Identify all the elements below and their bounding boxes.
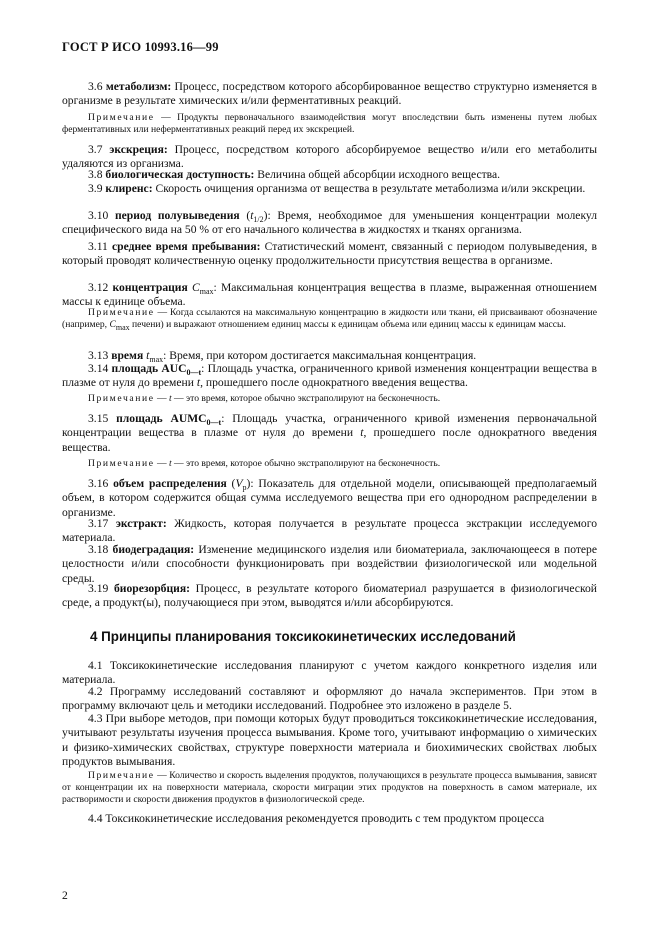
note-3-6: Примечание — Продукты первоначального взаимодействия могут впоследствии быть изменены путем любых ферментативных или неферментативных реакций перед их экскрецией. xyxy=(62,112,597,135)
term-3-11: 3.11 среднее время пребывания: Статистический момент, связанный с периодом полувыведения, в который проводят количественную оценку продолжительности присутствия вещества в организме. xyxy=(62,240,597,268)
paragraph-4-2: 4.2 Программу исследований составляют и оформляют до начала экспериментов. При этом в программу включают цель и методики исследований. Подробнее это изложено в разделе 5. xyxy=(62,685,597,713)
note-4-3: Примечание — Количество и скорость выделения продуктов, получающихся в результате процесса вымывания, зависят от концентрации их на поверхности материала, скорости миграции этих продуктов на поверхность в самом материале, их растворимости и скорости движения продуктов в физиологической среде. xyxy=(62,770,597,805)
term-3-8: 3.8 биологическая доступность: Величина общей абсорбции исходного вещества. xyxy=(88,168,501,181)
term-3-9: 3.9 клиренс: Скорость очищения организма от вещества в результате метаболизма и/или экскреции. xyxy=(88,182,586,195)
paragraph-4-1: 4.1 Токсикокинетические исследования планируют с учетом каждого конкретного изделия или материала. xyxy=(62,659,597,687)
note-3-15: Примечание — t — это время, которое обычно экстраполируют на бесконечность. xyxy=(88,458,441,469)
term-3-13: 3.13 время $t_{max}$: Время, при котором достигается максимальная концентрация. xyxy=(88,349,477,364)
term-3-15: 3.15 площадь $AUMC_{0—t}$: Площадь участка, ограниченного кривой изменения первоначальной концентрации вещества в плазме от нуля до времени t, прошедшего после однократного введения вещества. xyxy=(62,412,597,454)
term-3-17: 3.17 экстракт: Жидкость, которая получается в результате процесса экстракции исследуемого материала. xyxy=(62,517,597,545)
paragraph-4-3: 4.3 При выборе методов, при помощи которых будут проводиться токсикокинетические исследования, учитывают результаты изучения процесса вымывания. Кроме того, учитывают информацию о химических и физико-химических свойствах, структуре поверхности материала и биохимических свойствах любых продуктов вымывания. xyxy=(62,712,597,769)
term-3-18: 3.18 биодеградация: Изменение медицинского изделия или биоматериала, заключающееся в потере целостности и/или способности функционировать при воздействии физиологической или модельной среды. xyxy=(62,543,597,585)
document-header: ГОСТ Р ИСО 10993.16—99 xyxy=(62,40,219,54)
term-3-14: 3.14 площадь $AUC_{0—t}$: Площадь участка, ограниченного кривой изменения концентрации вещества в плазме от нуля до времени t, прошедшего после однократного введения вещества. xyxy=(62,362,597,390)
term-3-7: 3.7 экскреция: Процесс, посредством которого абсорбируемое вещество и/или его метаболиты удаляются из организма. xyxy=(62,143,597,171)
section-title: 4 Принципы планирования токсикокинетических исследований xyxy=(90,629,516,644)
term-3-19: 3.19 биорезорбция: Процесс, в результате которого биоматериал разрушается в физиологической среде, а продукт(ы), получающиеся при этом, выводятся и/или абсорбируются. xyxy=(62,582,597,610)
term-3-10: 3.10 период полувыведения $(t_{1/2})$: Время, необходимое для уменьшения концентрации молекул специфического вида на 50 % от его начального количества в жидкостях и тканях организма. xyxy=(62,209,597,237)
term-3-12: 3.12 концентрация $C_{max}$: Максимальная концентрация вещества в плазме, выраженная отношением массы к единице объема. xyxy=(62,281,597,309)
paragraph-4-4: 4.4 Токсикокинетические исследования рекомендуется проводить с тем продуктом процесса xyxy=(88,812,545,825)
page-number: 2 xyxy=(62,889,68,902)
note-3-12: Примечание — Когда ссылаются на максимальную концентрацию в жидкости или ткани, ей присваивают обозначение (например, $C_{max}$ печени) и выражают отношением единиц массы к единицам объема или единиц массы к единицам массы. xyxy=(62,307,597,332)
term-3-16: 3.16 объем распределения $(V_p)$: Показатель для отдельной модели, описывающей предполагаемый объем, в котором содержится общая сумма исследуемого вещества при его однородном распределении в организме. xyxy=(62,477,598,519)
note-3-14: Примечание — t — это время, которое обычно экстраполируют на бесконечность. xyxy=(88,393,441,404)
term-3-6: 3.6 метаболизм: Процесс, посредством которого абсорбированное вещество структурно изменяется в организме в результате химических и/или ферментативных реакций. xyxy=(62,80,597,108)
